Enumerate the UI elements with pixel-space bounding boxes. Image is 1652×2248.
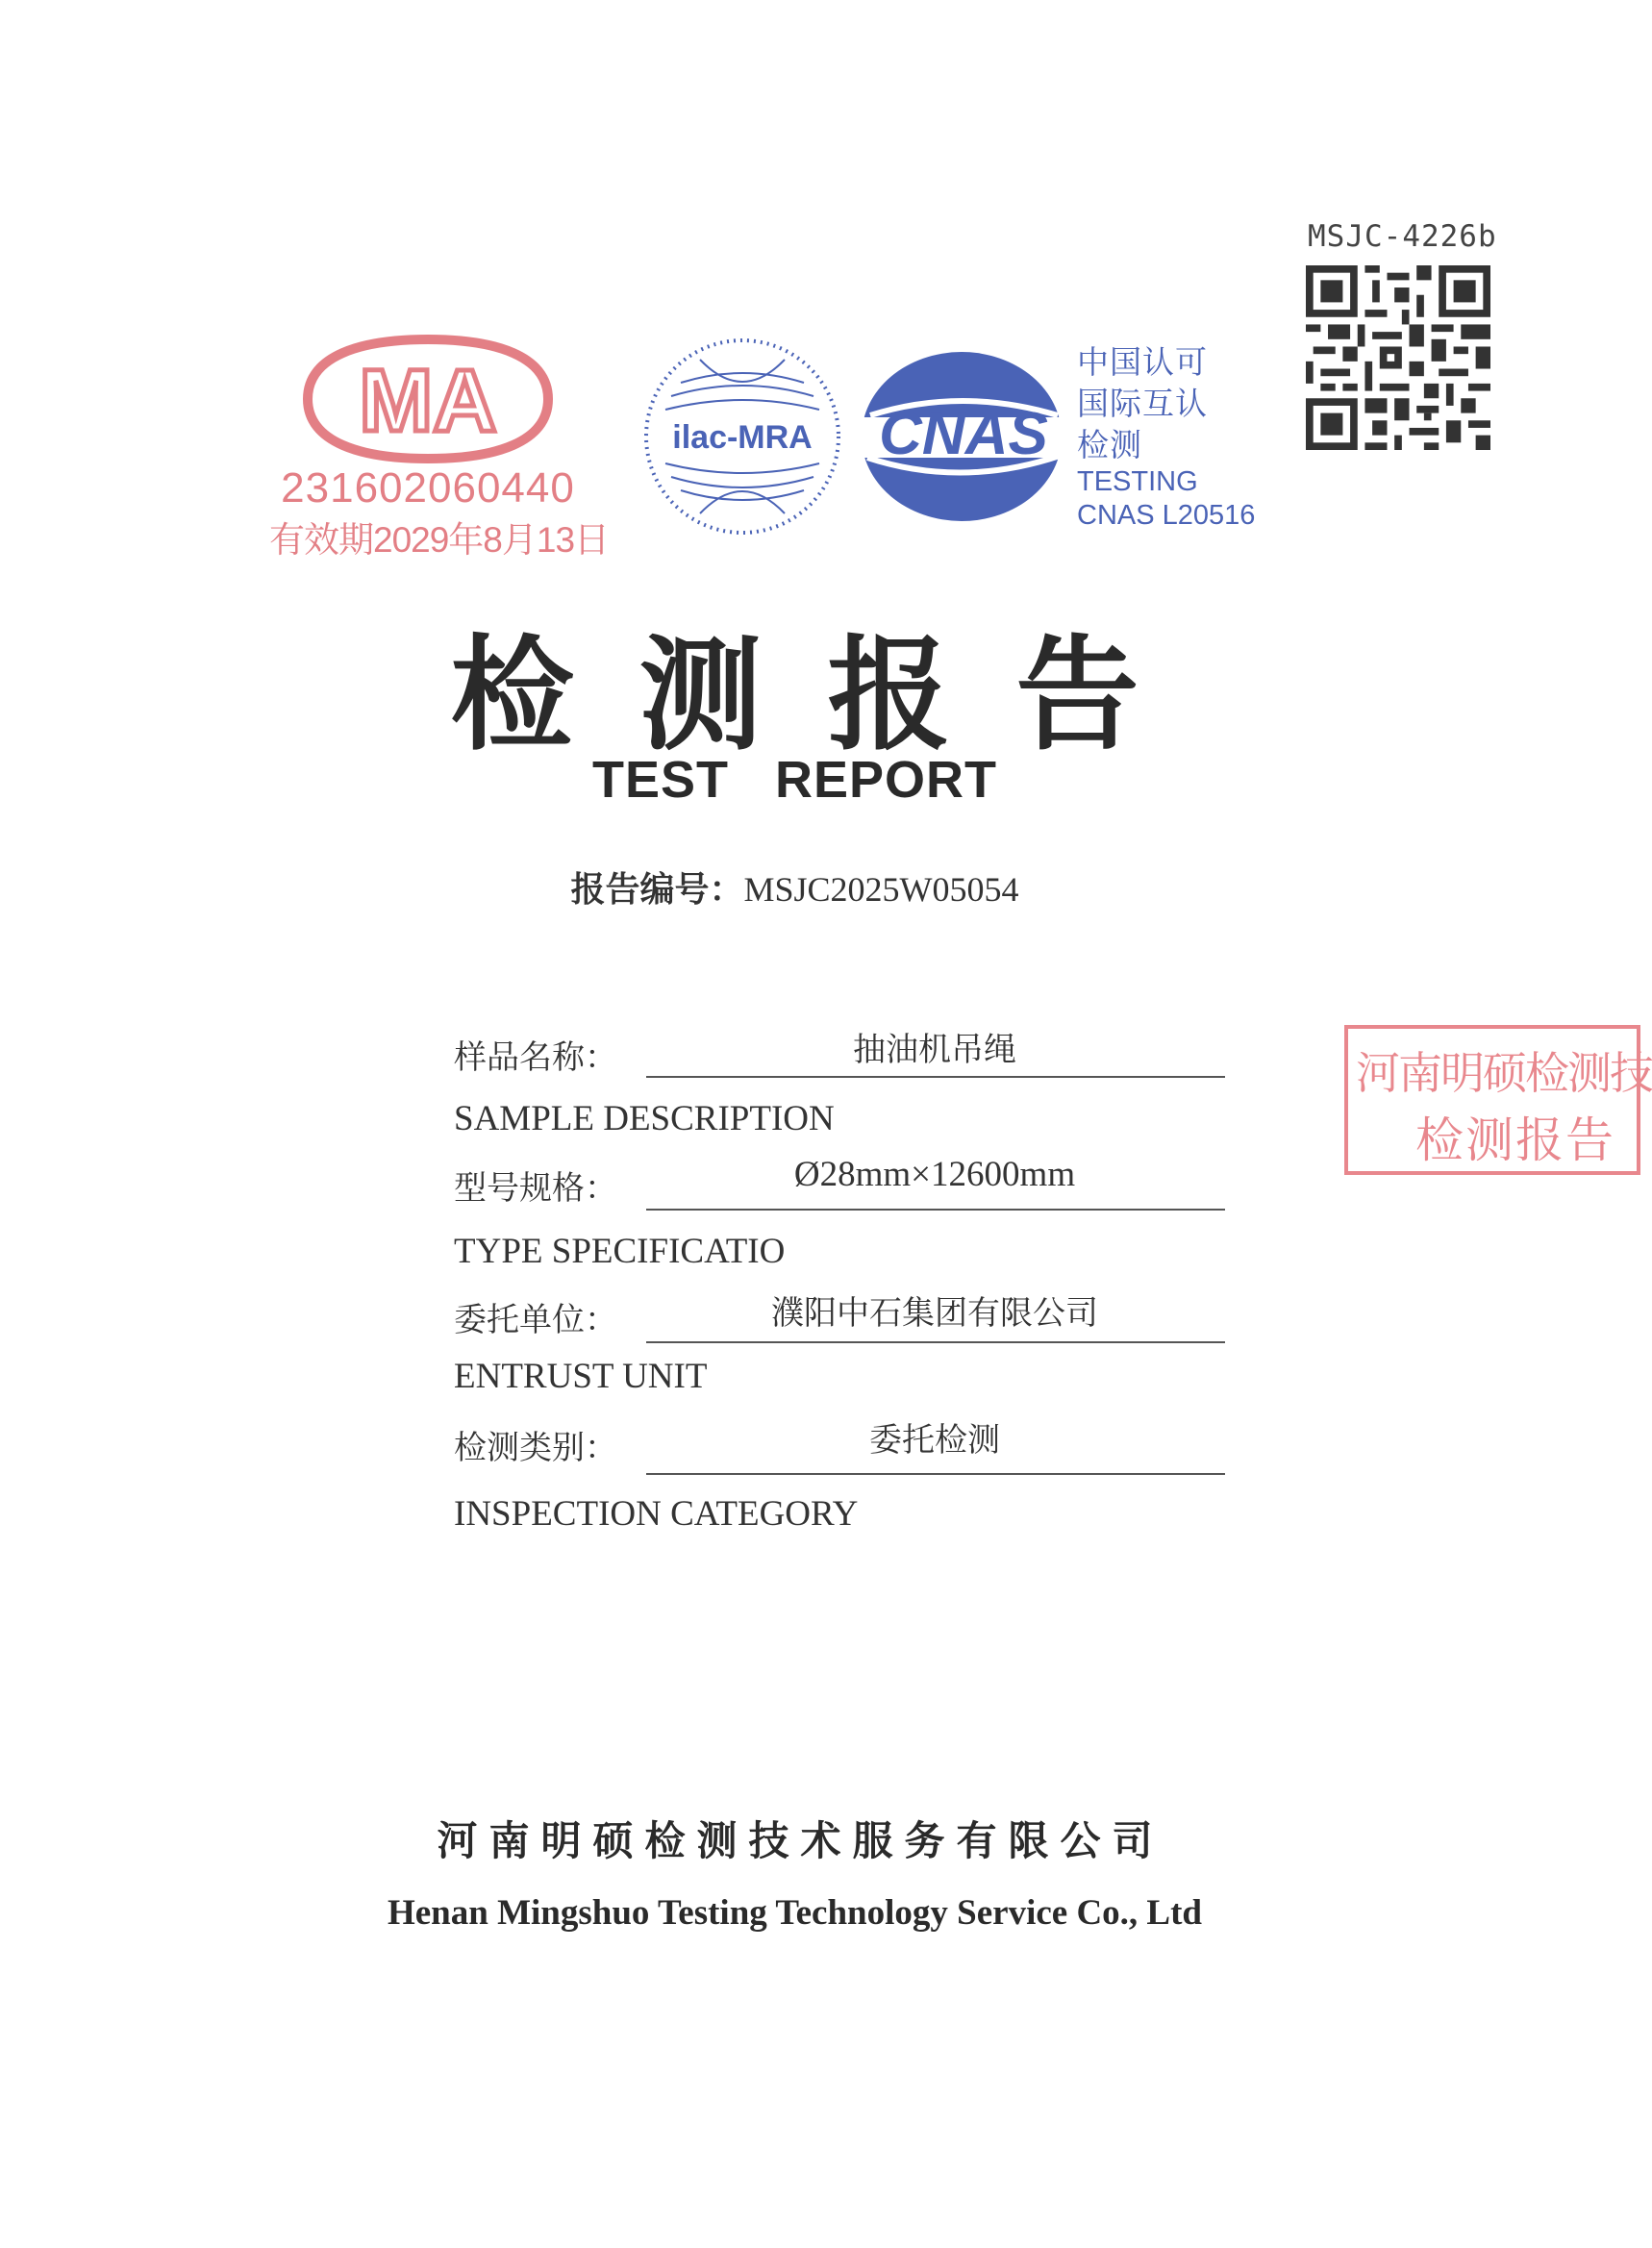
entrust-unit-label: 委托单位： [454,1301,617,1339]
cnas-text-block [1077,341,1255,533]
inspection-category-label: 检测类别： [454,1429,617,1467]
field-underline [646,1473,1225,1475]
field-underline [646,1076,1225,1078]
report-number-label: 报告编号： [570,870,744,910]
company-name-cn: 河南明硕检测技术服务有限公司 [437,1817,1164,1864]
type-spec-label: 型号规格： [454,1169,617,1208]
sample-name-label-en: SAMPLE DESCRIPTION [454,1099,835,1138]
field-underline [646,1341,1225,1343]
sample-name-label: 样品名称： [454,1038,617,1077]
sample-name-value: 抽油机吊绳 [853,1031,1016,1069]
report-number-value: MSJC2025W05054 [743,870,1019,909]
inspection-category-label-en: INSPECTION CATEGORY [454,1494,859,1534]
cma-cert-number: 231602060440 [281,464,575,512]
cnas-text-line: 检测 [1077,427,1142,462]
cnas-text-line: 国际互认 [1077,386,1208,421]
page-title-en: TEST REPORT [591,751,998,809]
company-stamp [1344,1025,1652,1175]
ilac-mra-icon [642,337,842,537]
cma-validity: 有效期2029年8月13日 [269,520,610,560]
cma-seal [269,332,610,572]
type-spec-label-en: TYPE SPECIFICATIO [454,1232,786,1271]
stamp-line: 河南明硕检测技 [1356,1047,1652,1099]
entrust-unit-label-en: ENTRUST UNIT [454,1357,708,1396]
qr-code-icon [1306,265,1490,450]
inspection-category-value: 委托检测 [869,1421,1000,1460]
cnas-text-line: TESTING [1077,466,1198,497]
report-number [0,862,1589,912]
field-underline [646,1209,1225,1211]
stamp-line: 检测报告 [1415,1112,1615,1168]
entrust-unit-value: 濮阳中石集团有限公司 [771,1294,1098,1333]
cnas-text-line: CNAS L20516 [1077,500,1256,531]
svg-text:CNAS: CNAS [879,401,1048,467]
page-title-cn: 检测报告 [450,624,1205,767]
cnas-text-line: 中国认可 [1077,344,1208,380]
type-spec-value: Ø28mm×12600mm [793,1155,1076,1194]
cma-seal-icon [269,332,587,466]
cnas-logo-icon [846,348,1077,526]
svg-text:MA: MA [359,352,497,450]
svg-text:ilac-MRA: ilac-MRA [672,419,813,456]
document-code: MSJC-4226b [1308,219,1497,254]
company-name-en: Henan Mingshuo Testing Technology Service Co., Ltd [387,1893,1203,1933]
